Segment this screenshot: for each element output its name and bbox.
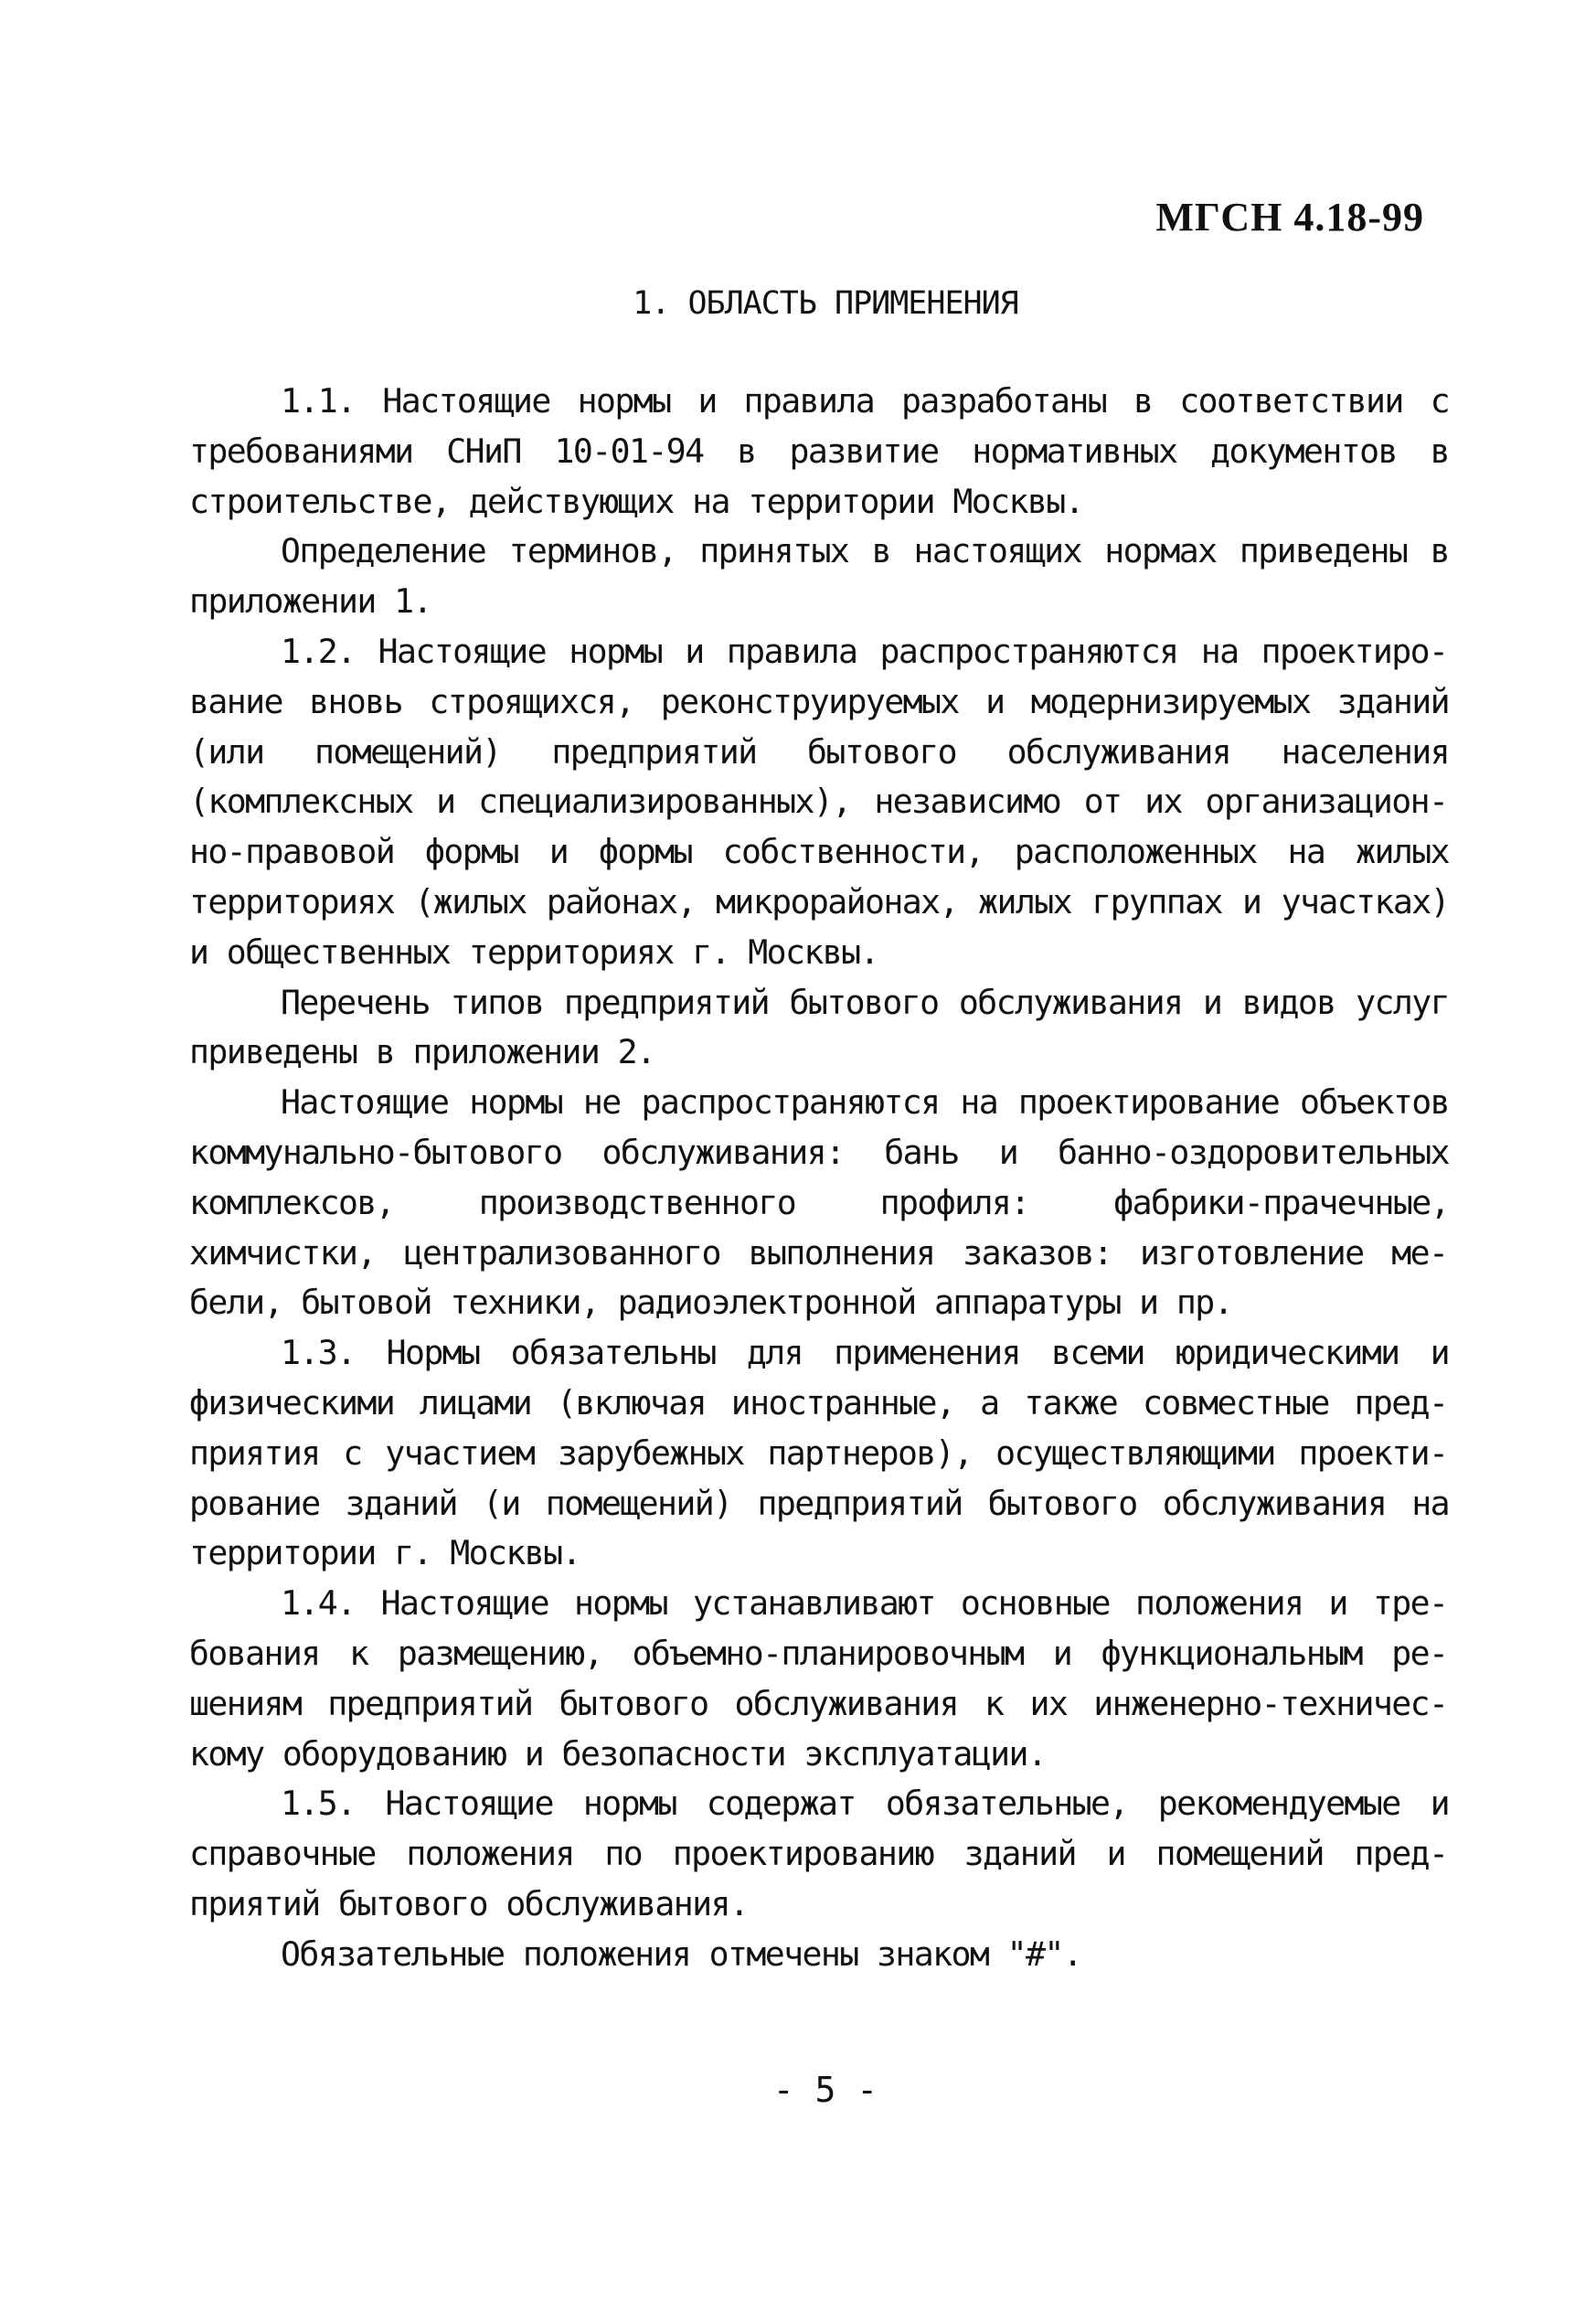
paragraph-terms: Определение терминов, принятых в настоящих нормах приведены в приложении 1. — [189, 531, 1449, 622]
paragraph-1-2: 1.2. Настоящие нормы и правила распространяются на проектирование вновь строящихся, реконструируемых и модернизируемых зданий (или помещений) предприятий бытового обслуживания населения (комплексных и специализированных), независимо от их организационно-правовой формы и формы собственности, расположенных на жилых территориях (жилых районах, микрорайонах, жилых группах и участках) и общественных территориях г. Москвы. — [189, 631, 1449, 972]
paragraph-1-4: 1.4. Настоящие нормы устанавливают основные положения и требования к размещению, объемно-планировочным и функциональным решениям предприятий бытового обслуживания к их инженерно-техническому оборудованию и безопасности эксплуатации. — [189, 1583, 1449, 1774]
paragraph-1-3: 1.3. Нормы обязательны для применения всеми юридическими и физическими лицами (включая иностранные, а также совместные предприятия с участием зарубежных партнеров), осуществляющими проектирование зданий (и помещений) предприятий бытового обслуживания на территории г. Москвы. — [189, 1333, 1449, 1573]
paragraph-1-5: 1.5. Настоящие нормы содержат обязательные, рекомендуемые и справочные положения по проектированию зданий и помещений предприятий бытового обслуживания. — [189, 1784, 1449, 1923]
section-body — [189, 377, 1449, 1980]
document-code: МГСН 4.18-99 — [1155, 195, 1424, 240]
paragraph-mandatory-mark: Обязательные положения отмечены знаком "#". — [281, 1933, 1082, 1974]
paragraph-service-types: Перечень типов предприятий бытового обслуживания и видов услуг приведены в приложении 2. — [189, 982, 1449, 1072]
page-number: - 5 - — [772, 2070, 878, 2110]
section-title: 1. ОБЛАСТЬ ПРИМЕНЕНИЯ — [633, 285, 1018, 322]
paragraph-exclusions: Настоящие нормы не распространяются на проектирование объектов коммунально-бытового обслуживания: бань и банно-оздоровительных комплексов, производственного профиля: фабрики-прачечные, химчистки, централизованного выполнения заказов: изготовление мебели, бытовой техники, радиоэлектронной аппаратуры и пр. — [189, 1082, 1449, 1323]
paragraph-1-1: 1.1. Настоящие нормы и правила разработаны в соответствии с требованиями СНиП 10-01-94 в развитие нормативных документов в строительстве, действующих на территории Москвы. — [189, 381, 1449, 521]
